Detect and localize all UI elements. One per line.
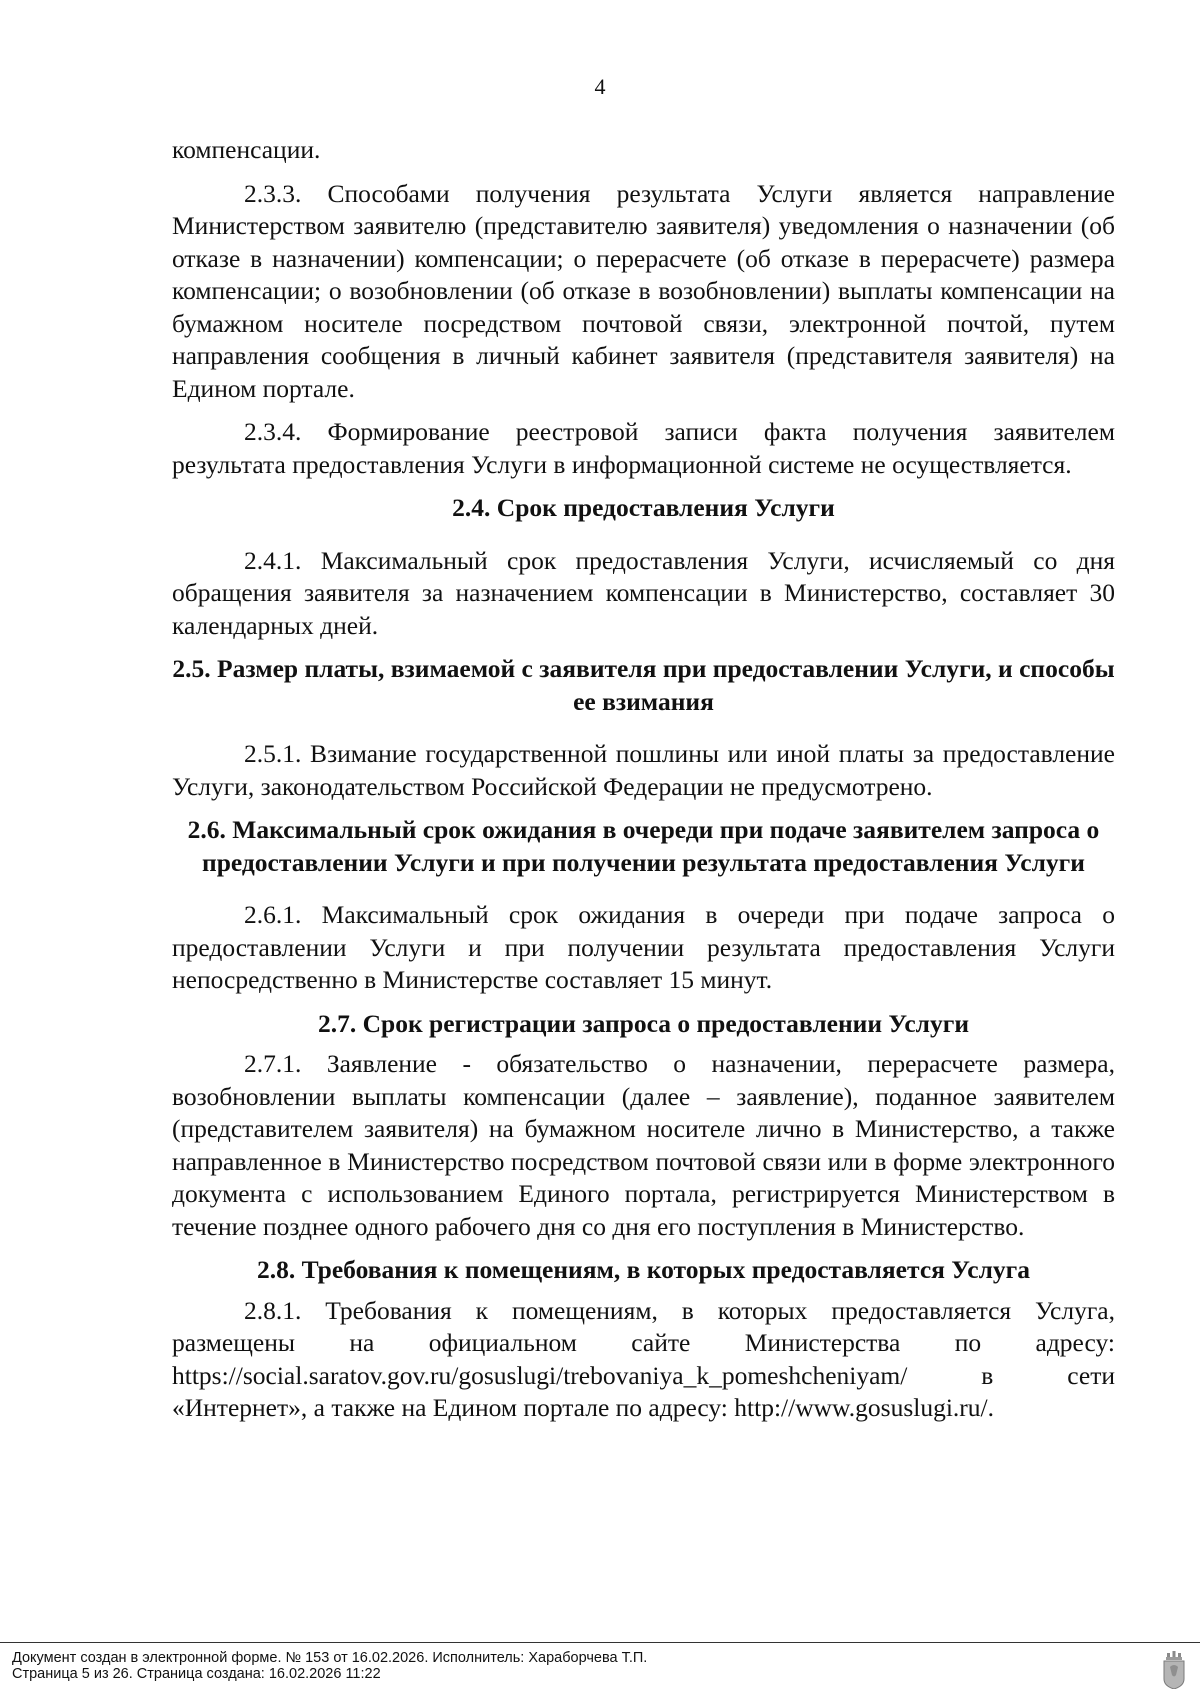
footer-line-2: Страница 5 из 26. Страница создана: 16.02.2026 11:22 — [12, 1666, 381, 1682]
document-footer — [0, 1642, 1200, 1699]
paragraph: 2.6.1. Максимальный срок ожидания в очереди при подаче запроса о предоставлении Услуги и при получении результата предоставления Услуги непосредственно в Министерстве составляет 15 минут. — [172, 900, 1115, 994]
paragraph: 2.8.1. Требования к помещениям, в которых предоставляется Услуга, размещены на официальном сайте Министерства по адресу: https://social.saratov.gov.ru/gosuslugi/trebovaniya_k_pomeshcheniyam/ в сети «Интернет», а также на Едином портале по адресу: http://www.gosuslugi.ru/. — [172, 1295, 1115, 1422]
paragraph: компенсации. — [172, 135, 321, 164]
paragraph: 2.7.1. Заявление - обязательство о назначении, перерасчете размера, возобновлении выплаты компенсации (далее – заявление), поданное заявителем (представителем заявителя) на бумажном носителе лично в Министерство, а также направленное в Министерство посредством почтовой связи или в форме электронного документа с использованием Единого портала, регистрируется Министерством в течение позднее одного рабочего дня со дня его поступления в Министерство. — [172, 1049, 1115, 1241]
section-heading: 2.6. Максимальный срок ожидания в очереди при подаче заявителем запроса о предоставлении Услуги и при получении результата предоставления Услуги — [187, 815, 1100, 877]
section-heading: 2.4. Срок предоставления Услуги — [452, 493, 835, 522]
paragraph: 2.4.1. Максимальный срок предоставления Услуги, исчисляемый со дня обращения заявителя за назначением компенсации в Министерство, составляет 30 календарных дней. — [172, 545, 1115, 640]
section-heading: 2.7. Срок регистрации запроса о предоставлении Услуги — [317, 1008, 970, 1038]
document-body — [172, 134, 1115, 1436]
section-heading: 2.8. Требования к помещениям, в которых предоставляется Услуга — [257, 1255, 1030, 1284]
paragraph: 2.5.1. Взимание государственной пошлины или иной платы за предоставление Услуги, законодательством Российской Федерации не предусмотрено. — [172, 739, 1115, 801]
paragraph: 2.3.4. Формирование реестровой записи факта получения заявителем результата предоставления Услуги в информационной системе не осуществляется. — [172, 417, 1115, 479]
section-heading: 2.5. Размер платы, взимаемой с заявителя при предоставлении Услуги, и способы ее взимания — [172, 654, 1115, 716]
coat-of-arms-icon — [1162, 1651, 1186, 1689]
paragraph: 2.3.3. Способами получения результата Услуги является направление Министерством заявителю (представителю заявителя) уведомления о назначении (об отказе в назначении) компенсации; о перерасчете (об отказе в перерасчете) размера компенсации; о возобновлении (об отказе в возобновлении) выплаты компенсации на бумажном носителе посредством почтовой связи, электронной почтой, путем направления сообщения в личный кабинет заявителя (представителя заявителя) на Едином портале. — [172, 178, 1115, 403]
footer-line-1: Документ создан в электронной форме. № 153 от 16.02.2026. Исполнитель: Хараборчева Т.П. — [12, 1650, 648, 1666]
footer-text — [12, 1650, 647, 1682]
page-number: 4 — [594, 74, 606, 99]
